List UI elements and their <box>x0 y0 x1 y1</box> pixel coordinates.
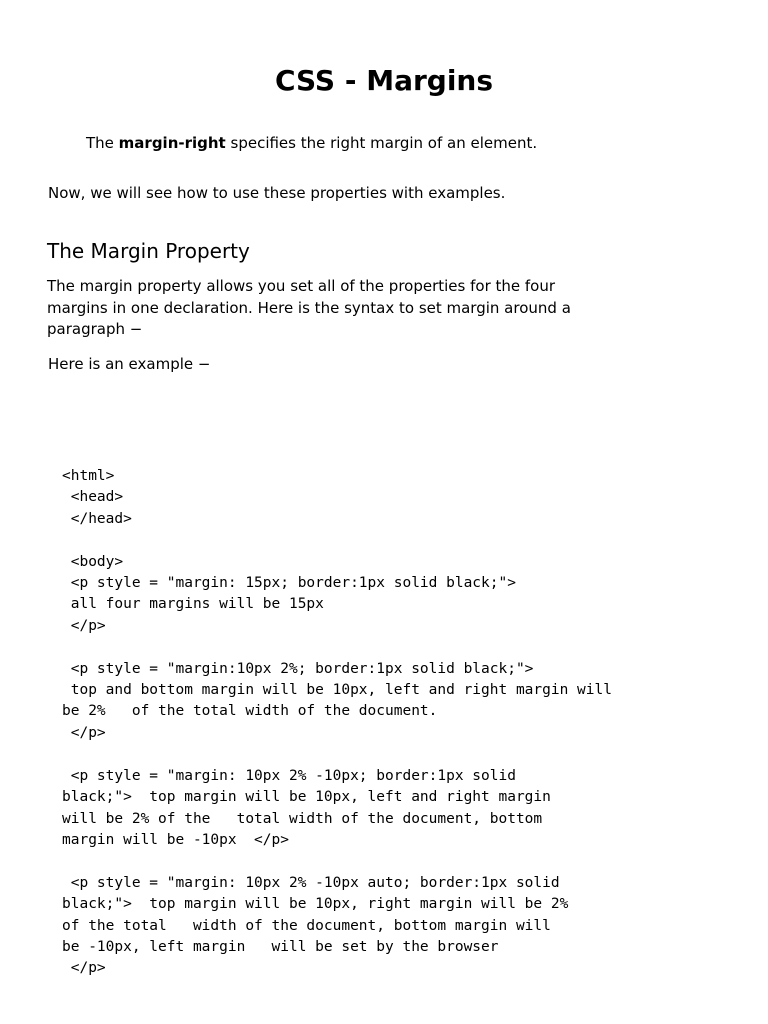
example-paragraph: Here is an example − <box>48 355 211 373</box>
code-block: <html> <head> </head> <body> <p style = "margin: 15px; border:1px solid black;"> all four margins will be 15px </p> <p style = "margin:10px 2%; border:1px solid black;"> top and bottom margin will be 10px, left and right margin will be 2% of the total width of the document. </p> <p style = "margin: 10px 2% -10px; border:1px solid black;"> top margin will be 10px, left and right margin will be 2% of the total width of the document, bottom margin will be -10px </p> <p style = "margin: 10px 2% -10px auto; border:1px solid black;"> top margin will be 10px, right margin will be 2% of the total width of the document, bottom margin will be -10px, left margin will be set by the browser </p> <box>62 468 612 977</box>
section-paragraph: The margin property allows you set all of the properties for the four margins in one declaration. Here is the syntax to set margin around a paragraph − <box>47 277 571 338</box>
intro-suffix: specifies the right margin of an element. <box>225 134 538 152</box>
page-title: CSS - Margins <box>274 64 494 97</box>
intro-prefix: The <box>86 134 119 152</box>
section-heading: The Margin Property <box>47 239 250 263</box>
intro-paragraph <box>86 132 537 154</box>
intro-bold-term: margin-right <box>118 134 226 152</box>
now-paragraph: Now, we will see how to use these properties with examples. <box>48 184 506 202</box>
